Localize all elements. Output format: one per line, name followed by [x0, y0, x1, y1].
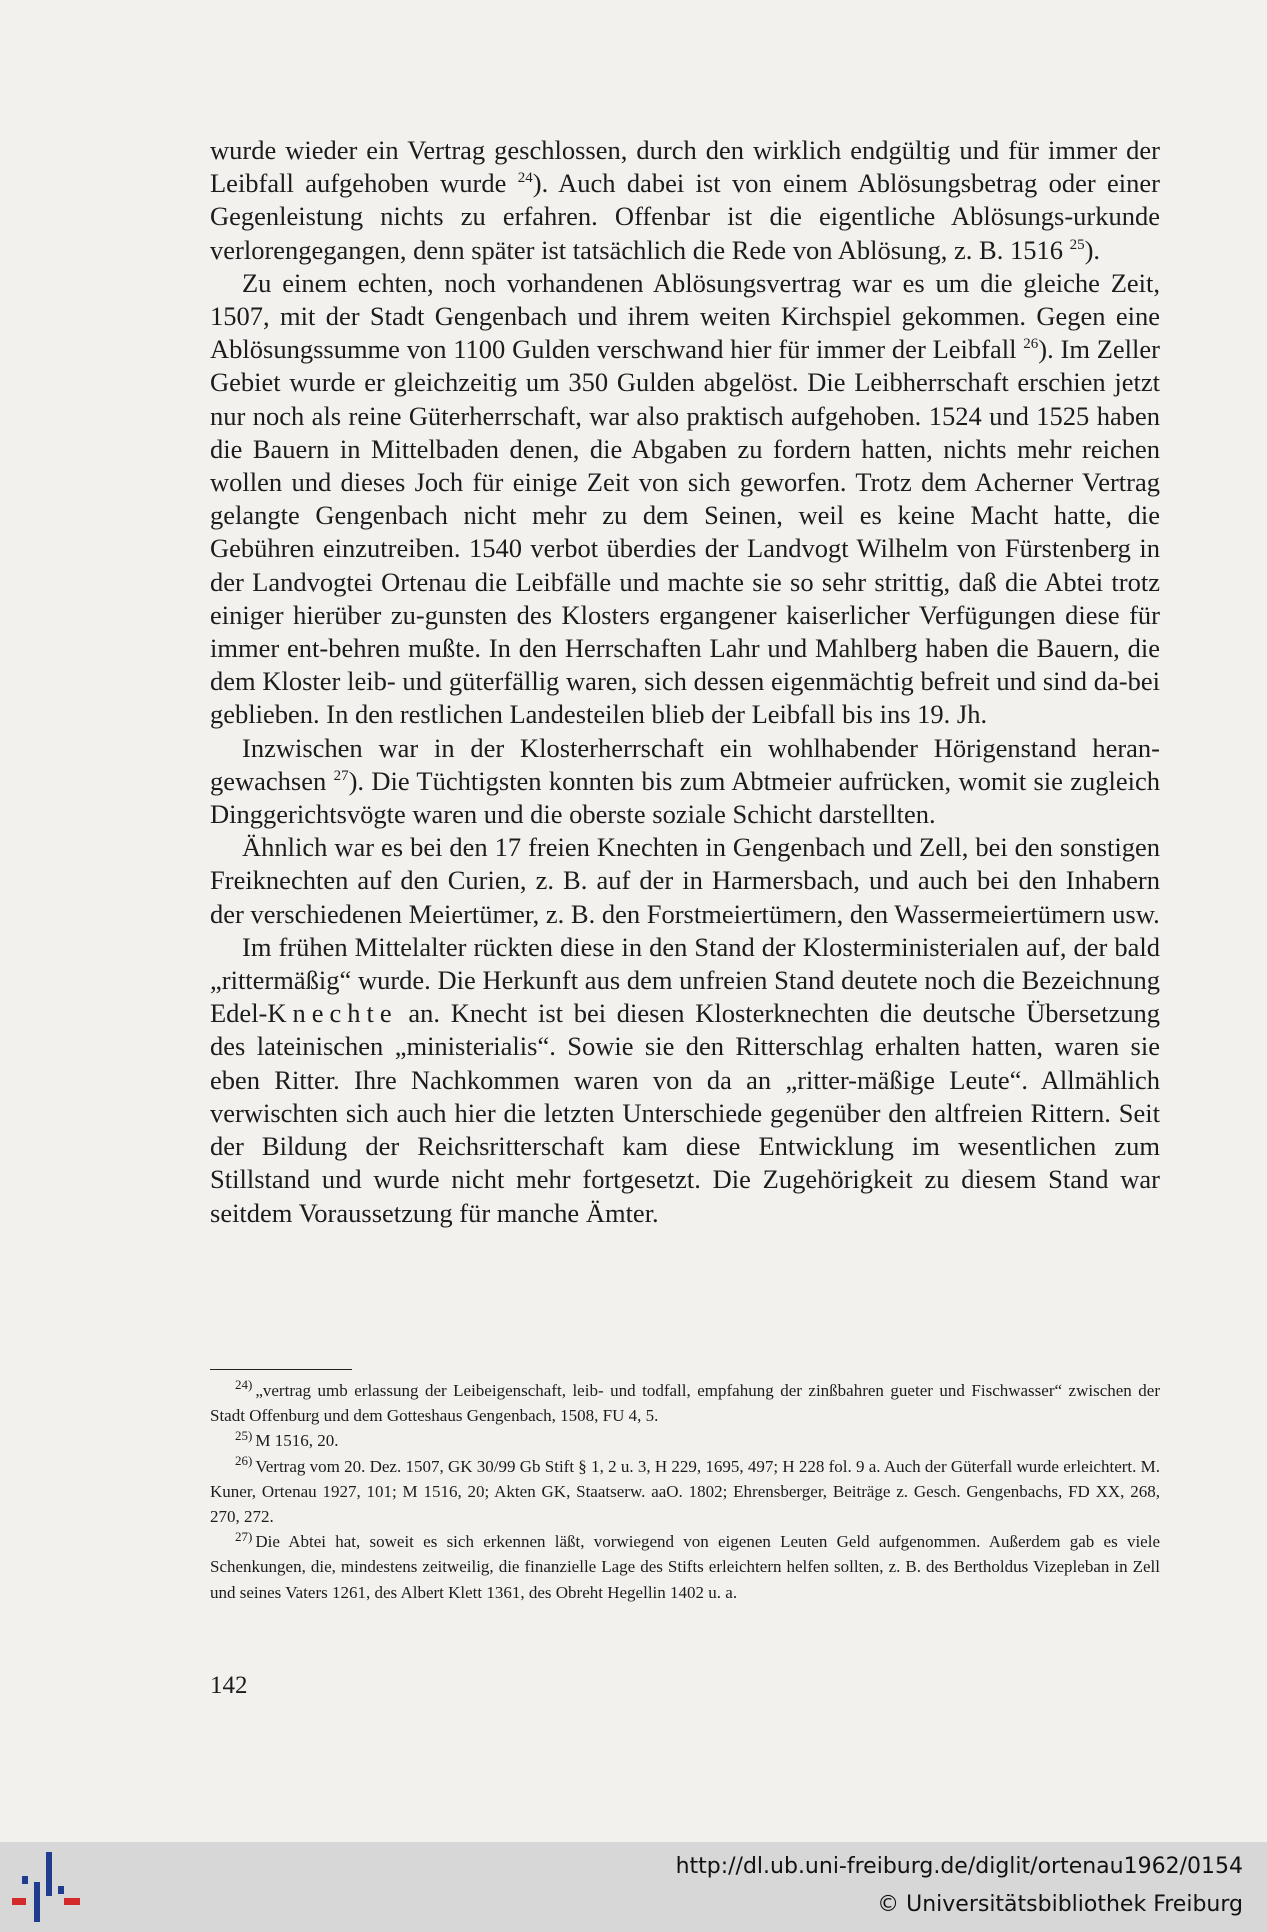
footnote-reference: 24 — [517, 170, 533, 187]
footnote-reference: 27 — [333, 768, 349, 785]
source-url-link[interactable]: http://dl.ub.uni-freiburg.de/diglit/ortenau1962/0154 — [675, 1854, 1243, 1879]
ub-freiburg-logo-icon — [12, 1848, 82, 1926]
footnote-number: 27) — [235, 1528, 253, 1544]
footnote-number: 25) — [235, 1427, 253, 1443]
footnote — [210, 1454, 1160, 1530]
text-run: ). — [1084, 234, 1101, 265]
footnote-divider — [210, 1369, 352, 1370]
footnote — [210, 1378, 1160, 1428]
footnotes — [210, 1378, 1160, 1605]
footnote-text: Vertrag vom 20. Dez. 1507, GK 30/99 Gb Stift § 1, 2 u. 3, H 229, 1695, 497; H 228 fol. 9 a. Auch der Güterfall wurde erleichtert. M. Kuner, Ortenau 1927, 101; M 1516, 20; Akten GK, Staatserw. aaO. 1802; Ehrensberger, Beiträge z. Gesch. Gengenbachs, FD XX, 268, 270, 272. — [210, 1456, 1160, 1527]
footnote-text: „vertrag umb erlassung der Leibeigenschaft, leib- und todfall, empfahung der zinßbahren gueter und Fischwasser“ zwischen der Stadt Offenburg und dem Gotteshaus Gengenbach, 1508, FU 4, 5. — [210, 1381, 1160, 1426]
page-number: 142 — [210, 1672, 248, 1699]
spaced-emphasis: Knechte — [267, 998, 398, 1029]
text-run: Inzwischen war in der Klosterherrschaft ein wohlhabender Hörigenstand heran-gewachsen — [210, 732, 1160, 796]
body-paragraph — [210, 931, 1160, 1230]
footnote-number: 24) — [235, 1377, 253, 1393]
text-run: Ähnlich war es bei den 17 freien Knechten in Gengenbach und Zell, bei den sonstigen Freiknechten auf den Curien, z. B. auf der in Harmersbach, und auch bei den Inhabern der verschiedenen Meiertümer, z. B. den Forstmeiertümern, den Wassermeiertümern usw. — [210, 832, 1160, 929]
footnote-reference: 25 — [1069, 236, 1085, 253]
body-paragraph — [210, 134, 1160, 267]
text-run: Im frühen Mittelalter rückten diese in den Stand der Klosterministerialen auf, der bald „rittermäßig“ wurde. Die Herkunft aus dem unfreien Stand deutete noch die Bezeichnung Edel- — [210, 931, 1160, 1029]
text-run: ). Auch dabei ist von einem Ablösungsbetrag oder einer Gegenleistung nichts zu erfahren. Offenbar ist die eigentliche Ablösungs-urkunde verlorengegangen, denn später ist tatsächlich die Rede von Ablösung, z. B. 1516 — [210, 168, 1160, 265]
footnote-reference: 26 — [1023, 336, 1039, 353]
text-run: an. Knecht ist bei diesen Klosterknechten die deutsche Übersetzung des lateinischen „ministerialis“. Sowie sie den Ritterschlag erhalten hatten, waren sie eben Ritter. Ihre Nachkommen waren von da an „ritter-mäßige Leute“. Allmählich verwischten sich auch hier die letzten Unterschiede gegenüber den altfreien Rittern. Seit der Bildung der Reichsritterschaft kam diese Entwicklung im wesentlichen zum Stillstand und wurde nicht mehr fortgesetzt. Die Zugehörigkeit zu diesem Stand war seitdem Voraussetzung für manche Ämter. — [210, 998, 1160, 1228]
text-run: ). Im Zeller Gebiet wurde er gleichzeitig um 350 Gulden abgelöst. Die Leibherrschaft erschien jetzt nur noch als reine Güterherrschaft, war also praktisch aufgehoben. 1524 und 1525 haben die Bauern in Mittelbaden denen, die Abgaben zu fordern hatten, nichts mehr reichen wollen und dieses Joch für einige Zeit von sich geworfen. Trotz dem Acherner Vertrag gelangte Gengenbach nicht mehr zu dem Seinen, weil es keine Macht hatte, die Gebühren einzutreiben. 1540 verbot überdies der Landvogt Wilhelm von Fürstenberg in der Landvogtei Ortenau die Leibfälle und machte sie so sehr strittig, daß die Abtei trotz einiger hierüber zu-gunsten des Klosters ergangener kaiserlicher Verfügungen diese für immer ent-behren mußte. In den Herrschaften Lahr und Mahlberg haben die Bauern, die dem Kloster leib- und güterfällig waren, sich dessen eigenmächtig befreit und sind da-bei geblieben. In den restlichen Landesteilen blieb der Leibfall bis ins 19. Jh. — [210, 334, 1160, 730]
text-run: Zu einem echten, noch vorhandenen Ablösungsvertrag war es um die gleiche Zeit, 1507, mit der Stadt Gengenbach und ihrem weiten Kirchspiel gekommen. Gegen eine Ablösungssumme von 1100 Gulden verschwand hier für immer der Leibfall — [210, 267, 1160, 365]
main-text — [210, 134, 1160, 1230]
footnote-number: 26) — [235, 1452, 253, 1468]
footnote-text: M 1516, 20. — [255, 1431, 339, 1451]
body-paragraph — [210, 267, 1160, 732]
footnote — [210, 1428, 1160, 1453]
text-run: ). Die Tüchtigsten konnten bis zum Abtmeier aufrücken, womit sie zugleich Dinggerichtsvögte waren und die oberste soziale Schicht darstellten. — [210, 765, 1160, 830]
footnote — [210, 1529, 1160, 1605]
footer-bar — [0, 1842, 1267, 1932]
body-paragraph — [210, 732, 1160, 832]
copyright-notice: © Universitätsbibliothek Freiburg — [877, 1892, 1243, 1917]
text-run: wurde wieder ein Vertrag geschlossen, durch den wirklich endgültig und für immer der Leibfall aufgehoben wurde — [210, 135, 1160, 199]
body-paragraph — [210, 831, 1160, 931]
footnote-text: Die Abtei hat, soweit es sich erkennen läßt, vorwiegend von eigenen Leuten Geld aufgenommen. Außerdem gab es viele Schenkungen, die, mindestens zeitweilig, die finanzielle Lage des Stifts erleichtern helfen sollten, z. B. des Bertholdus Vizepleban in Zell und seines Vaters 1261, des Albert Klett 1361, des Obreht Hegellin 1402 u. a. — [210, 1532, 1160, 1602]
